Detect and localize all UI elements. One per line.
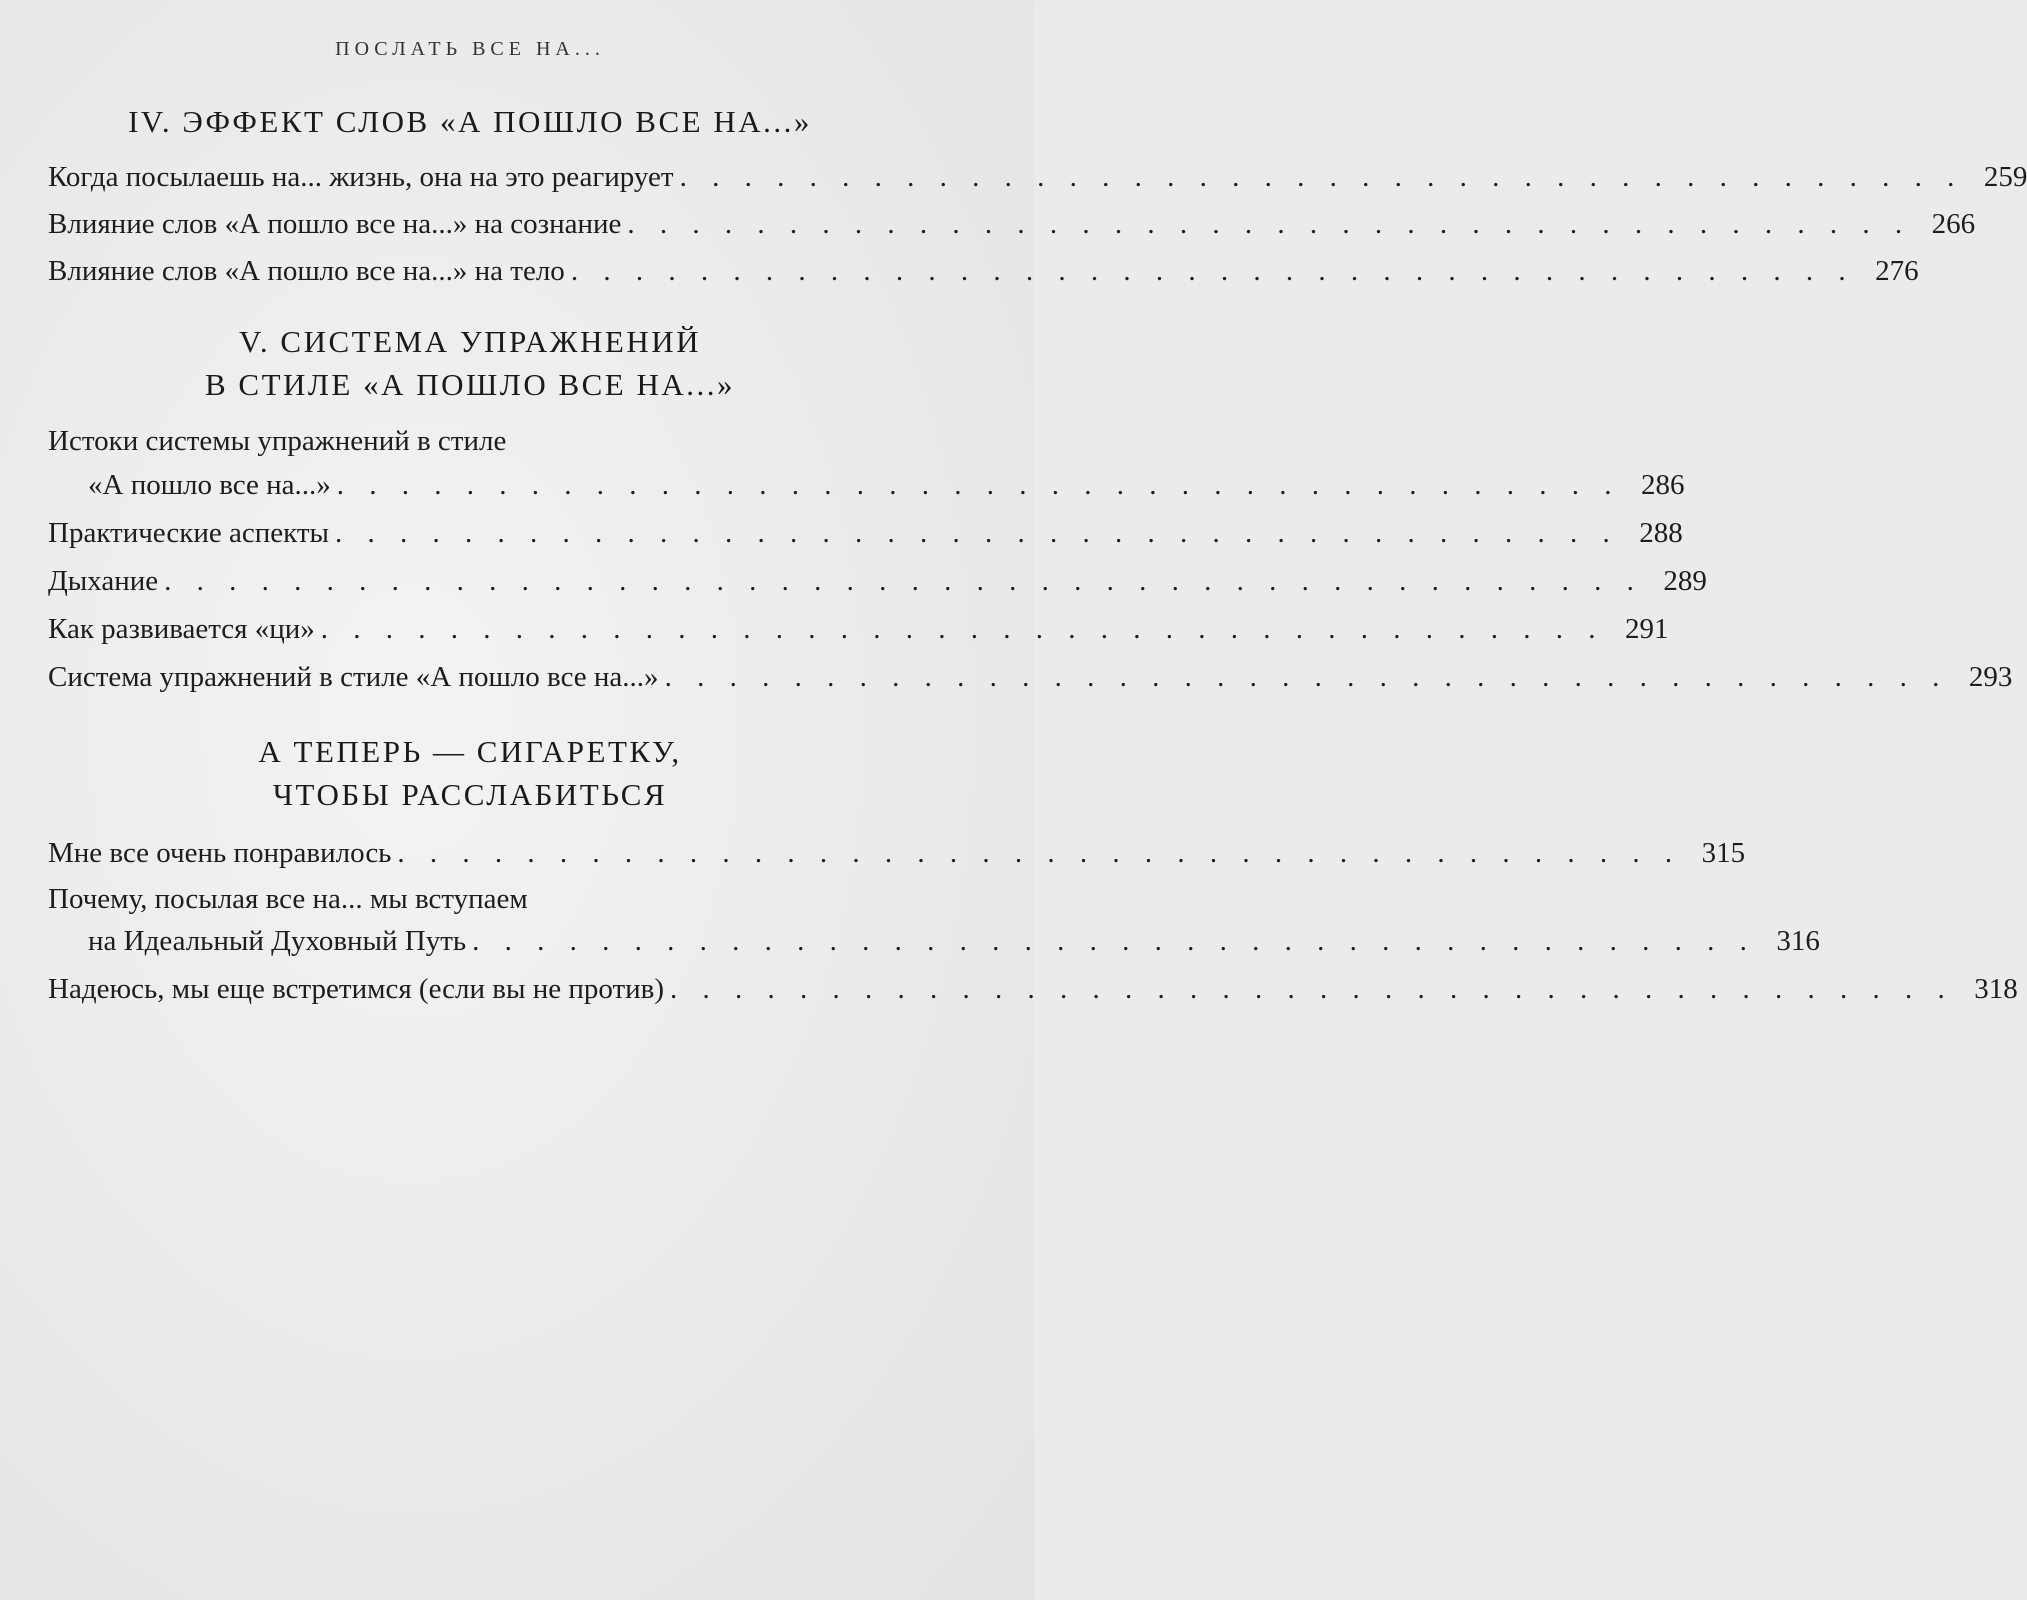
leader-dots: . . . . . . . . . . . . . . . . . . . . . . . . . . . . . . . . . . . . . . . . <box>335 517 1619 549</box>
toc-entry-page: 293 <box>1968 661 2013 693</box>
toc-entry-first-line[interactable]: Почему, посылая все на... мы вступаем <box>48 883 528 915</box>
toc-entry-label: Как развивается «ци» <box>48 613 315 645</box>
toc-entry-label: Влияние слов «А пошло все на...» на тело <box>48 255 565 287</box>
leader-dots: . . . . . . . . . . . . . . . . . . . . . . . . . . . . . . . . . . . . . . . . <box>472 925 1756 957</box>
toc-entry-label: Дыхание <box>48 565 159 597</box>
section-title-6-line-1: А ТЕПЕРЬ — СИГАРЕТКУ, <box>258 734 682 769</box>
toc-entry-page: 288 <box>1639 517 1683 549</box>
toc-entry-page: 316 <box>1776 925 1820 957</box>
toc-entry-label: Когда посылаешь на... жизнь, она на это реагирует <box>48 161 674 193</box>
toc-entry-label: «А пошло все на...» <box>88 469 331 501</box>
toc-entry-label: на Идеальный Духовный Путь <box>88 925 467 957</box>
toc-entry-label: Практические аспекты <box>48 517 329 549</box>
section-title-5-line-2: В СТИЛЕ «А ПОШЛО ВСЕ НА...» <box>204 367 736 402</box>
leader-dots: . . . . . . . . . . . . . . . . . . . . . . . . . . . . . . . . . . . . . . . . <box>570 255 1855 287</box>
section-title-4: IV. ЭФФЕКТ СЛОВ «А ПОШЛО ВСЕ НА...» <box>128 104 812 139</box>
toc-entry[interactable] <box>48 606 1669 652</box>
toc-entry[interactable] <box>88 918 1820 964</box>
toc-entry-first-line[interactable]: Истоки системы упражнений в стиле <box>48 425 507 457</box>
toc-entry[interactable] <box>48 248 1919 294</box>
leader-dots: . . . . . . . . . . . . . . . . . . . . . . . . . . . . . . . . . . . . . . . . <box>336 469 1621 501</box>
toc-entry[interactable] <box>48 966 2018 1012</box>
toc-entry[interactable] <box>48 558 1707 604</box>
toc-entry-page: 286 <box>1641 469 1685 501</box>
leader-dots: . . . . . . . . . . . . . . . . . . . . . . . . . . . . . . . . . . . . . . . . <box>397 837 1682 869</box>
toc-entry-page: 315 <box>1701 837 1746 869</box>
leader-dots: . . . . . . . . . . . . . . . . . . . . . . . . . . . . . . . . . . . . . . . . <box>670 973 1954 1005</box>
leader-dots: . . . . . . . . . . . . . . . . . . . . . . . . . . . . . . . . . . . . . . . . <box>679 161 1964 193</box>
toc-entry-label: Влияние слов «А пошло все на...» на сознание <box>48 208 622 240</box>
toc-entry[interactable] <box>48 201 1976 247</box>
toc-entry-label: Мне все очень понравилось <box>48 837 392 869</box>
section-title-6-line-2: ЧТОБЫ РАССЛАБИТЬСЯ <box>272 777 668 812</box>
toc-entry[interactable] <box>48 510 1683 556</box>
toc-entry-page: 289 <box>1663 565 1707 597</box>
bleed-through-line <box>40 1030 940 1078</box>
toc-entry-label: Система упражнений в стиле «А пошло все на...» <box>48 661 659 693</box>
toc-entry-label: Надеюсь, мы еще встретимся (если вы не против) <box>48 973 665 1005</box>
leader-dots: . . . . . . . . . . . . . . . . . . . . . . . . . . . . . . . . . . . . . . . . <box>320 613 1605 645</box>
leader-dots: . . . . . . . . . . . . . . . . . . . . . . . . . . . . . . . . . . . . . . . . <box>627 208 1912 240</box>
leader-dots: . . . . . . . . . . . . . . . . . . . . . . . . . . . . . . . . . . . . . . . . . . . . . . <box>164 565 1643 597</box>
toc-entry[interactable] <box>48 154 2027 200</box>
section-title-5-line-1: V. СИСТЕМА УПРАЖНЕНИЙ <box>239 324 701 359</box>
toc-entry-page: 266 <box>1931 208 1976 240</box>
running-head: ПОСЛАТЬ ВСЕ НА... <box>335 38 605 60</box>
toc-entry-page: 276 <box>1875 255 1919 287</box>
toc-entry[interactable] <box>48 830 1746 876</box>
toc-entry-page: 318 <box>1974 973 2018 1005</box>
toc-entry-page: 291 <box>1625 613 1669 645</box>
leader-dots: . . . . . . . . . . . . . . . . . . . . . . . . . . . . . . . . . . . . . . . . <box>664 661 1949 693</box>
toc-entry[interactable] <box>88 462 1685 508</box>
toc-entry[interactable] <box>48 654 2013 700</box>
toc-entry-page: 259 <box>1983 161 2027 193</box>
